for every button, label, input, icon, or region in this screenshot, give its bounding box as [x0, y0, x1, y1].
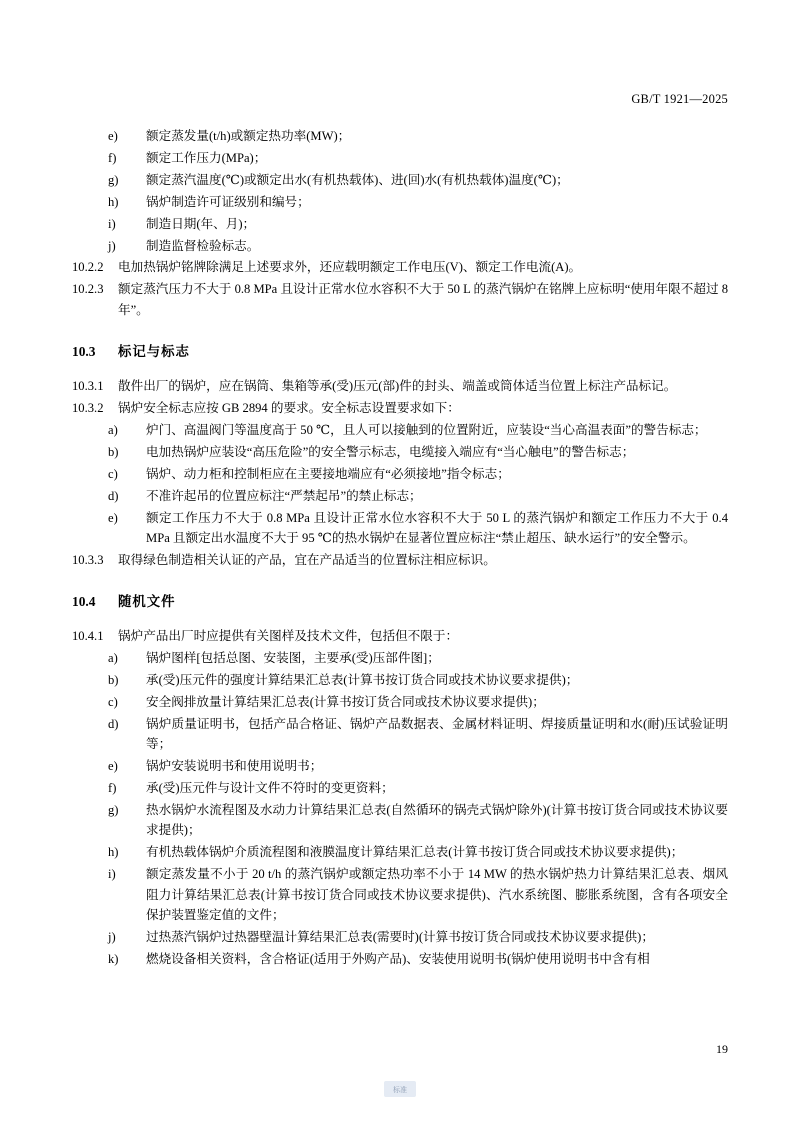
clause-text: 散件出厂的锅炉，应在锅筒、集箱等承(受)压元(部)件的封头、端盖或筒体适当位置上标注产品标记。: [118, 379, 677, 394]
list-text: 安全阀排放量计算结果汇总表(计算书按订货合同或技术协议要求提供)；: [146, 695, 545, 710]
list-marker: a): [108, 422, 118, 437]
list-marker: b): [108, 673, 119, 688]
page-number: 19: [716, 1042, 728, 1056]
list-item: [72, 949, 728, 969]
list-marker: c): [108, 466, 118, 481]
list-text: 有机热载体锅炉介质流程图和液膜温度计算结果汇总表(计算书按订货合同或技术协议要求提供)；: [146, 845, 684, 860]
list-text: 承(受)压元件的强度计算结果汇总表(计算书按订货合同或技术协议要求提供)；: [146, 673, 579, 688]
list-text: 额定蒸发量(t/h)或额定热功率(MW)；: [146, 129, 351, 143]
list-items-10-4-1: [72, 648, 728, 969]
clause-number: 10.3.3: [72, 552, 104, 567]
list-marker: b): [108, 444, 119, 459]
list-marker: c): [108, 695, 118, 710]
clause-number: 10.3.1: [72, 379, 104, 394]
list-text: 锅炉质量证明书，包括产品合格证、锅炉产品数据表、金属材料证明、焊接质量证明和水(耐)压试验证明等；: [146, 716, 728, 752]
list-marker: f): [108, 781, 117, 796]
clause-10-4-1: [72, 626, 728, 646]
list-item: [72, 670, 728, 690]
clause-number: 10.3.2: [72, 401, 104, 416]
list-marker: a): [108, 651, 118, 666]
list-text: 不准许起吊的位置应标注“严禁起吊”的禁止标志；: [146, 488, 422, 503]
clause-10-3-2: [72, 398, 728, 418]
list-marker: g): [108, 172, 119, 187]
page-content: [72, 126, 728, 971]
list-marker: i): [108, 867, 116, 882]
clause-text: 取得绿色制造相关认证的产品，宜在产品适当的位置标注相应标识。: [118, 552, 496, 567]
list-text: 制造日期(年、月)；: [146, 216, 256, 231]
section-heading-10-4: [72, 592, 728, 612]
list-item: [72, 800, 728, 841]
list-text: 额定蒸发量不小于 20 t/h 的蒸汽锅炉或额定热功率不小于 14 MW 的热水锅炉热力计算结果汇总表、烟风阻力计算结果汇总表(计算书按订货合同或技术协议要求提供)、汽水系统图、膨胀系统图，含有各项安全保护装置鉴定值的文件；: [146, 867, 728, 923]
list-item: [72, 648, 728, 668]
watermark-logo-icon: [382, 1078, 418, 1100]
clause-10-2-2: [72, 257, 728, 277]
list-text: 燃烧设备相关资料，含合格证(适用于外购产品)、安装使用说明书(锅炉使用说明书中含有相: [146, 951, 650, 966]
clause-number: 10.2.3: [72, 282, 104, 297]
list-item: [72, 170, 728, 190]
list-item: [72, 236, 728, 256]
list-items-10-3-2: [72, 420, 728, 548]
list-text: 锅炉、动力柜和控制柜应在主要接地端应有“必须接地”指令标志；: [146, 466, 510, 481]
clause-10-3-1: [72, 376, 728, 396]
clause-text: 额定蒸汽压力不大于 0.8 MPa 且设计正常水位水容积不大于 50 L 的蒸汽锅炉在铭牌上应标明“使用年限不超过 8 年”。: [118, 282, 728, 317]
section-title: 随机文件: [118, 594, 176, 610]
list-item: [72, 464, 728, 484]
list-item: [72, 214, 728, 234]
list-item: [72, 756, 728, 776]
list-item: [72, 692, 728, 712]
list-marker: g): [108, 803, 119, 818]
page-header-standard-code: GB/T 1921—2025: [631, 92, 728, 106]
list-marker: h): [108, 845, 119, 860]
list-item: [72, 778, 728, 798]
list-text: 电加热锅炉应装设“高压危险”的安全警示标志，电缆接入端应有“当心触电”的警告标志；: [146, 444, 635, 459]
list-item: [72, 442, 728, 462]
list-item: [72, 192, 728, 212]
section-number: 10.4: [72, 594, 96, 610]
list-marker: j): [108, 238, 116, 253]
list-text: 锅炉图样[包括总图、安装图，主要承(受)压部件图]；: [146, 651, 440, 666]
list-marker: h): [108, 194, 119, 209]
list-item: [72, 420, 728, 440]
list-text: 锅炉制造许可证级别和编号；: [146, 194, 310, 209]
list-item: [72, 148, 728, 168]
clause-10-3-3: [72, 550, 728, 570]
section-number: 10.3: [72, 344, 96, 360]
clause-text: 锅炉安全标志应按 GB 2894 的要求。安全标志设置要求如下：: [118, 401, 460, 416]
list-marker: e): [108, 759, 118, 774]
list-marker: f): [108, 150, 117, 165]
clause-text: 锅炉产品出厂时应提供有关图样及技术文件，包括但不限于：: [118, 629, 459, 644]
list-text: 额定蒸汽温度(℃)或额定出水(有机热载体)、进(回)水(有机热载体)温度(℃)；: [146, 172, 569, 187]
clause-text: 电加热锅炉铭牌除满足上述要求外，还应载明额定工作电压(V)、额定工作电流(A)。: [118, 260, 582, 275]
list-marker: d): [108, 488, 119, 503]
list-items-e-to-j: [72, 126, 728, 256]
list-marker: d): [108, 716, 119, 731]
list-marker: e): [108, 129, 118, 143]
list-text: 锅炉安装说明书和使用说明书；: [146, 759, 323, 774]
list-item: [72, 508, 728, 549]
list-text: 炉门、高温阀门等温度高于 50 ℃，且人可以接触到的位置附近，应装设“当心高温表面”的警告标志；: [146, 422, 707, 437]
list-item: [72, 486, 728, 506]
section-heading-10-3: [72, 342, 728, 362]
clause-10-2-3: [72, 279, 728, 320]
section-title: 标记与标志: [118, 344, 190, 360]
list-item: [72, 126, 728, 146]
list-item: [72, 927, 728, 947]
list-text: 制造监督检验标志。: [146, 238, 260, 253]
list-text: 承(受)压元件与设计文件不符时的变更资料；: [146, 781, 394, 796]
list-item: [72, 842, 728, 862]
list-marker: i): [108, 216, 116, 231]
list-text: 热水锅炉水流程图及水动力计算结果汇总表(自然循环的锅壳式锅炉除外)(计算书按订货合同或技术协议要求提供)；: [146, 803, 728, 838]
list-item: [72, 864, 728, 925]
clause-number: 10.4.1: [72, 629, 104, 644]
svg-text:标准: 标准: [393, 1087, 407, 1094]
list-marker: e): [108, 510, 118, 525]
list-text: 额定工作压力不大于 0.8 MPa 且设计正常水位水容积不大于 50 L 的蒸汽锅炉和额定工作压力不大于 0.4 MPa 且额定出水温度不大于 95 ℃的热水锅炉在显著位置应标注“禁止超压、缺水运行”的安全警示。: [146, 510, 728, 545]
list-marker: k): [108, 951, 119, 966]
list-text: 额定工作压力(MPa)；: [146, 150, 267, 165]
list-item: [72, 714, 728, 755]
clause-number: 10.2.2: [72, 260, 104, 275]
list-text: 过热蒸汽锅炉过热器壁温计算结果汇总表(需要时)(计算书按订货合同或技术协议要求提供)；: [146, 930, 654, 944]
list-marker: j): [108, 930, 116, 944]
